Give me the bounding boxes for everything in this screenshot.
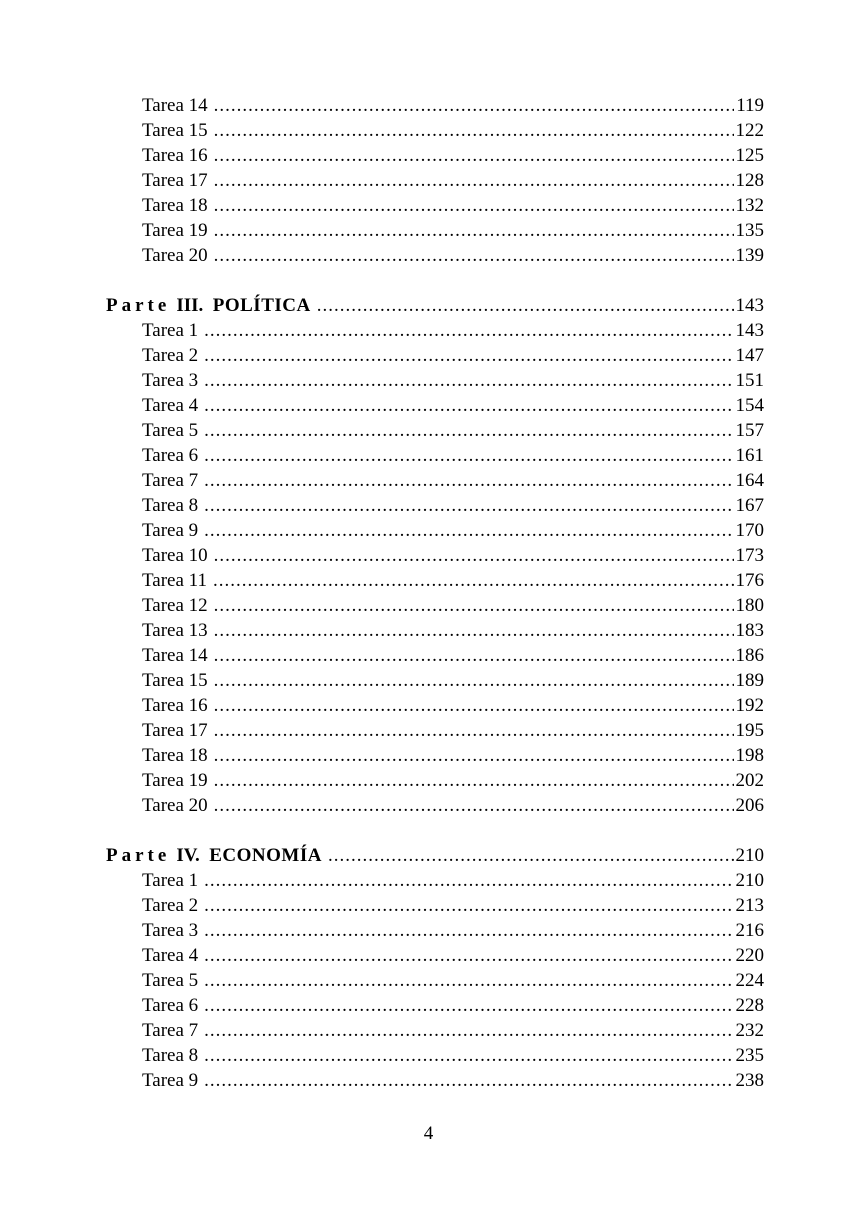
part-numeral: III. [176,295,204,316]
dot-leader [204,1018,733,1043]
entry-label: Tarea 20 [142,795,208,816]
toc-entry[interactable] [0,668,764,693]
section-spacer [0,268,857,293]
page-ref: 157 [735,420,764,441]
page-ref: 192 [735,695,764,716]
toc-entry[interactable] [0,1018,764,1043]
toc-entry[interactable] [0,493,764,518]
page-ref: 143 [735,295,764,316]
toc-entry[interactable] [0,143,764,168]
toc-entry[interactable] [0,368,764,393]
entry-label: Tarea 10 [142,545,208,566]
page-ref: 125 [735,145,764,166]
page-ref: 235 [735,1045,764,1066]
entry-label: Tarea 19 [142,770,208,791]
part-word: Parte [106,295,171,316]
entry-label: Tarea 2 [142,345,199,366]
entry-label: Tarea 2 [142,895,199,916]
dot-leader [204,993,733,1018]
toc-entry[interactable] [0,168,764,193]
dot-leader [214,193,734,218]
toc-entry[interactable] [0,443,764,468]
dot-leader [204,868,733,893]
page-ref: 183 [735,620,764,641]
dot-leader [204,343,733,368]
toc-entry[interactable] [0,243,764,268]
dot-leader [214,93,735,118]
entry-label: Tarea 4 [142,945,199,966]
toc-entry[interactable] [0,893,764,918]
dot-leader [204,318,733,343]
page-number: 4 [423,1123,434,1144]
page-ref: 228 [735,995,764,1016]
dot-leader [214,143,734,168]
toc-entry[interactable] [0,993,764,1018]
page-ref: 154 [735,395,764,416]
entry-label: Tarea 19 [142,220,208,241]
page-ref: 161 [735,445,764,466]
entry-label: Tarea 4 [142,395,199,416]
entry-label: Tarea 18 [142,195,208,216]
entry-label: Tarea 7 [142,1020,199,1041]
dot-leader [204,493,733,518]
toc-entry[interactable] [0,218,764,243]
entry-label: Tarea 7 [142,470,199,491]
dot-leader [214,693,734,718]
toc-entry[interactable] [0,393,764,418]
page-ref: 173 [735,545,764,566]
toc-entry[interactable] [0,718,764,743]
dot-leader [204,1068,733,1093]
dot-leader [204,968,733,993]
toc-entry[interactable] [0,1043,764,1068]
dot-leader [214,118,734,143]
entry-label: Tarea 14 [142,645,208,666]
page-ref: 164 [735,470,764,491]
toc-entry[interactable] [0,118,764,143]
dot-leader [214,793,734,818]
dot-leader [204,393,733,418]
dot-leader [204,368,733,393]
dot-leader [214,243,734,268]
page-ref: 139 [735,245,764,266]
toc-entry[interactable] [0,543,764,568]
dot-leader [213,568,734,593]
dot-leader [214,668,734,693]
toc-entry[interactable] [0,418,764,443]
dot-leader [317,293,734,318]
entry-label: Tarea 8 [142,1045,199,1066]
entry-label: Tarea 12 [142,595,208,616]
page-ref: 170 [735,520,764,541]
dot-leader [204,518,733,543]
page-ref: 119 [736,95,764,116]
entry-label: Tarea 3 [142,920,199,941]
dot-leader [214,218,734,243]
toc-entry[interactable] [0,768,764,793]
entry-label: Tarea 15 [142,120,208,141]
dot-leader [204,1043,733,1068]
entry-label: Tarea 9 [142,520,199,541]
toc-entry[interactable] [0,868,764,893]
page-ref: 210 [735,870,764,891]
dot-leader [204,893,733,918]
toc-entry[interactable] [0,693,764,718]
page-ref: 238 [735,1070,764,1091]
dot-leader [204,468,733,493]
entry-label: Tarea 11 [142,570,207,591]
page-ref: 135 [735,220,764,241]
entry-label: Tarea 9 [142,1070,199,1091]
toc-entry[interactable] [0,193,764,218]
toc-entry[interactable] [0,918,764,943]
page-ref: 176 [735,570,764,591]
table-of-contents [0,93,857,1093]
entry-label: Tarea 6 [142,445,199,466]
page-ref: 213 [735,895,764,916]
dot-leader [214,593,734,618]
page-ref: 143 [735,320,764,341]
entry-label: Tarea 17 [142,720,208,741]
page-ref: 167 [735,495,764,516]
page-ref: 198 [735,745,764,766]
part-numeral: IV. [176,845,200,866]
page-ref: 206 [735,795,764,816]
page-ref: 151 [735,370,764,391]
entry-label: Tarea 15 [142,670,208,691]
toc-entry[interactable] [0,593,764,618]
entry-label: Tarea 5 [142,420,199,441]
dot-leader [204,943,733,968]
toc-entry[interactable] [0,793,764,818]
page-ref: 202 [735,770,764,791]
dot-leader [204,918,733,943]
page-ref: 186 [735,645,764,666]
dot-leader [214,643,734,668]
dot-leader [214,543,734,568]
page-ref: 232 [735,1020,764,1041]
page-ref: 180 [735,595,764,616]
toc-entry[interactable] [0,943,764,968]
toc-entry[interactable] [0,93,764,118]
dot-leader [204,418,733,443]
toc-entry[interactable] [0,968,764,993]
dot-leader [204,443,733,468]
entry-label: Tarea 13 [142,620,208,641]
entry-label: Tarea 18 [142,745,208,766]
section-spacer [0,818,857,843]
entry-label: Tarea 6 [142,995,199,1016]
toc-part-heading[interactable] [0,843,764,868]
toc-entry[interactable] [0,318,764,343]
toc-entry[interactable] [0,1068,764,1093]
toc-entry[interactable] [0,618,764,643]
page-ref: 220 [735,945,764,966]
dot-leader [214,618,734,643]
toc-entry[interactable] [0,743,764,768]
toc-entry[interactable] [0,468,764,493]
part-word: Parte [106,845,171,866]
page-ref: 132 [735,195,764,216]
entry-label: Tarea 1 [142,320,199,341]
entry-label: Tarea 14 [142,95,208,116]
page-ref: 128 [735,170,764,191]
entry-label: Tarea 16 [142,695,208,716]
dot-leader [328,843,734,868]
toc-entry[interactable] [0,343,764,368]
page-ref: 147 [735,345,764,366]
dot-leader [214,768,734,793]
entry-label: Tarea 16 [142,145,208,166]
dot-leader [214,718,734,743]
page-ref: 189 [735,670,764,691]
entry-label: Tarea 5 [142,970,199,991]
page-ref: 122 [735,120,764,141]
dot-leader [214,168,734,193]
part-title: POLÍTICA [212,295,311,316]
entry-label: Tarea 17 [142,170,208,191]
toc-entry[interactable] [0,643,764,668]
toc-entry[interactable] [0,518,764,543]
toc-entry[interactable] [0,568,764,593]
page-ref: 216 [735,920,764,941]
dot-leader [214,743,734,768]
entry-label: Tarea 20 [142,245,208,266]
page-ref: 224 [735,970,764,991]
toc-part-heading[interactable] [0,293,764,318]
page-ref: 195 [735,720,764,741]
entry-label: Tarea 1 [142,870,199,891]
entry-label: Tarea 8 [142,495,199,516]
entry-label: Tarea 3 [142,370,199,391]
page-ref: 210 [735,845,764,866]
part-title: ECONOMÍA [209,845,322,866]
